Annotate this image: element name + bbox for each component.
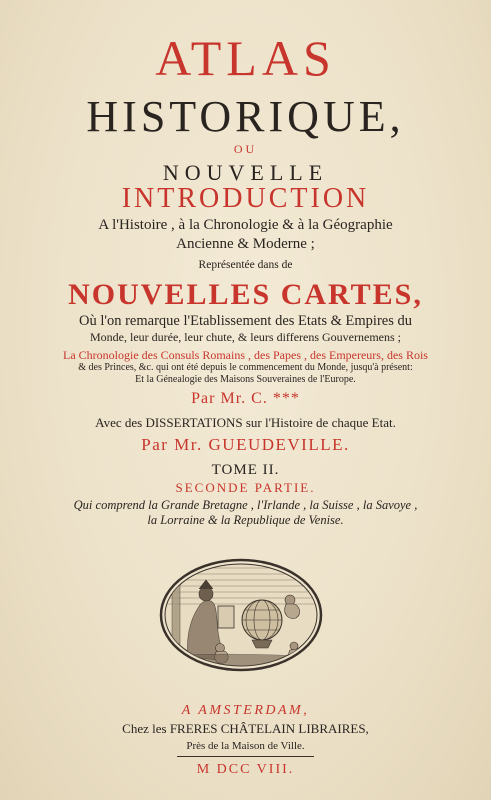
title-historique: HISTORIQUE, (86, 92, 405, 141)
title-introduction: INTRODUCTION (121, 183, 370, 214)
description-line-1: Où l'on remarque l'Etablissement des Etats & Empires du (78, 313, 412, 329)
description-line-2: Monde, leur durée, leur chute, & leurs differens Gouvernemens ; (89, 330, 401, 344)
subtitle-line-2: Ancienne & Moderne ; (176, 236, 315, 252)
chronology-line-3: Et la Génealogie des Maisons Souveraines de l'Europe. (135, 374, 356, 385)
imprint-date: M DCC VIII. (196, 762, 295, 777)
author-line-2: Par Mr. GUEUDEVILLE. (141, 435, 350, 454)
represented-line: Représentée dans de (198, 259, 293, 271)
title-atlas: ATLAS (155, 30, 336, 86)
dissertations-line: Avec des DISSERTATIONS sur l'Histoire de chaque Etat. (95, 415, 396, 430)
engraved-vignette (158, 558, 324, 672)
author-line-1: Par Mr. C. *** (191, 390, 300, 407)
imprint-address: Près de la Maison de Ville. (186, 740, 305, 752)
contents-line-1: Qui comprend la Grande Bretagne , l'Irlande , la Suisse , la Savoye , (73, 498, 418, 512)
imprint-publisher: Chez les FRERES CHÂTELAIN LIBRAIRES, (122, 721, 369, 736)
tome-line: TOME II. (211, 462, 280, 478)
imprint-city: A AMSTERDAM, (181, 703, 310, 718)
contents-line-2: la Lorraine & la Republique de Venise. (147, 513, 344, 527)
title-nouvelles-cartes: NOUVELLES CARTES, (68, 278, 423, 311)
title-nouvelle: NOUVELLE (162, 160, 329, 185)
title-ou: OU (233, 142, 258, 156)
chronology-line-2: & des Princes, &c. qui ont été depuis le commencement du Monde, jusqu'à présent: (78, 362, 413, 373)
imprint-rule (177, 756, 314, 757)
subtitle-line-1: A l'Histoire , à la Chronologie & à la Géographie (98, 217, 393, 233)
chronology-line-1: La Chronologie des Consuls Romains , des Papes , des Empereurs, des Rois (63, 348, 428, 362)
partie-line: SECONDE PARTIE. (175, 480, 316, 495)
